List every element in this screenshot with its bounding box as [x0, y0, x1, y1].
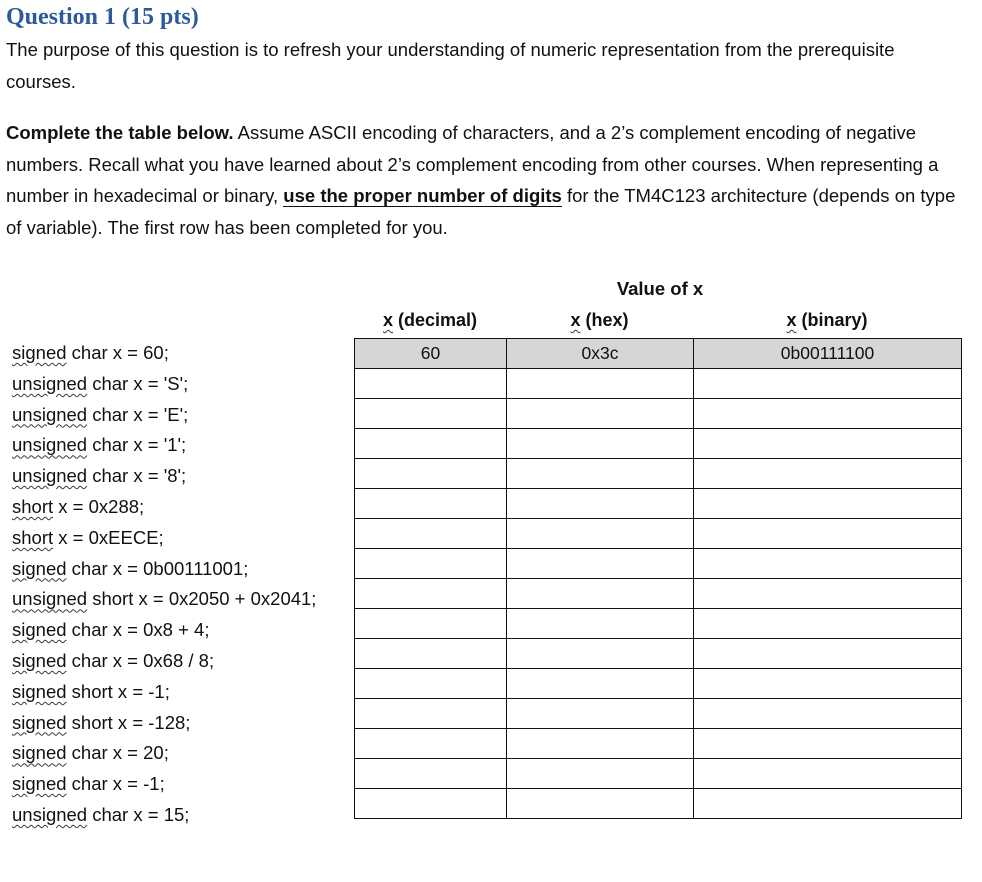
table-row [355, 699, 962, 729]
value-of-x-header: Value of x [616, 278, 704, 299]
column-header-label: (decimal) [392, 310, 478, 330]
statement-code: short x = -1; [66, 680, 170, 702]
statement-code: char x = -1; [66, 773, 165, 795]
table-row [355, 489, 962, 519]
table-row [355, 609, 962, 639]
cell-decimal[interactable] [355, 669, 507, 699]
cell-hex[interactable] [507, 789, 694, 819]
statement-13 [12, 708, 352, 739]
statement-code: char x = 15; [87, 803, 190, 825]
statement-7 [12, 523, 352, 554]
cell-hex[interactable] [507, 639, 694, 669]
table-row [355, 369, 962, 399]
instructions-emphasis: use the proper number of digits [283, 185, 562, 206]
statement-code: char x = 'S'; [87, 372, 189, 394]
table-row [355, 429, 962, 459]
cell-hex[interactable] [507, 699, 694, 729]
table-row [355, 729, 962, 759]
cell-decimal[interactable] [355, 759, 507, 789]
cell-hex[interactable] [507, 549, 694, 579]
cell-binary[interactable] [694, 699, 962, 729]
statement-type: signed [12, 680, 67, 702]
statement-code: short x = 0x2050 + 0x2041; [87, 588, 317, 610]
statement-4 [12, 430, 352, 461]
answer-table [354, 338, 962, 819]
column-header-binary [693, 308, 961, 332]
cell-hex[interactable] [507, 459, 694, 489]
statement-type: signed [12, 557, 67, 579]
table-row [355, 759, 962, 789]
cell-binary[interactable] [694, 459, 962, 489]
cell-decimal[interactable] [355, 459, 507, 489]
cell-binary[interactable] [694, 609, 962, 639]
cell-binary[interactable] [694, 759, 962, 789]
statement-code: char x = '8'; [87, 465, 187, 487]
statement-type: signed [12, 619, 67, 641]
statement-code: char x = 20; [66, 742, 169, 764]
cell-hex[interactable] [507, 519, 694, 549]
cell-hex[interactable] [507, 729, 694, 759]
statement-type: signed [12, 773, 67, 795]
cell-decimal[interactable] [355, 729, 507, 759]
cell-binary: 0b00111100 [694, 339, 962, 369]
statement-14 [12, 738, 352, 769]
statement-1 [12, 338, 352, 369]
cell-binary[interactable] [694, 729, 962, 759]
cell-hex[interactable] [507, 579, 694, 609]
cell-decimal[interactable] [355, 429, 507, 459]
cell-binary[interactable] [694, 669, 962, 699]
table-row [355, 669, 962, 699]
table-row [355, 549, 962, 579]
instructions-text-1: Assume ASCII encoding of characters, and a 2’s complement encoding of negative numbers. Recall what you have learned about 2’s complement encoding from other courses. When representing a number in hexadecimal or binary, [6, 122, 939, 206]
statement-code: x = 0xEECE; [53, 526, 164, 548]
statement-3 [12, 400, 352, 431]
statement-type: short [12, 495, 54, 517]
table-row [355, 789, 962, 819]
statement-type: unsigned [12, 803, 88, 825]
statement-code: char x = 0x68 / 8; [66, 649, 215, 671]
statement-code: char x = 0b00111001; [66, 557, 249, 579]
cell-decimal[interactable] [355, 639, 507, 669]
cell-decimal[interactable] [355, 489, 507, 519]
instructions-lead: Complete the table below. [6, 122, 234, 143]
cell-binary[interactable] [694, 399, 962, 429]
statement-16 [12, 800, 352, 831]
statement-6 [12, 492, 352, 523]
column-header-label: (binary) [796, 310, 868, 330]
statement-type: signed [12, 742, 67, 764]
statement-code: char x = '1'; [87, 434, 187, 456]
statement-12 [12, 677, 352, 708]
cell-decimal[interactable] [355, 549, 507, 579]
table-row [355, 639, 962, 669]
statement-9 [12, 584, 352, 615]
column-header-decimal [354, 308, 506, 332]
table-row [355, 399, 962, 429]
cell-hex[interactable] [507, 669, 694, 699]
statement-10 [12, 615, 352, 646]
column-header-label: (hex) [580, 310, 629, 330]
cell-binary[interactable] [694, 429, 962, 459]
column-header-var: x [382, 310, 393, 330]
statement-type: unsigned [12, 434, 88, 456]
table-row [355, 519, 962, 549]
cell-hex[interactable] [507, 609, 694, 639]
table-row [355, 339, 962, 369]
cell-hex: 0x3c [507, 339, 694, 369]
cell-hex[interactable] [507, 489, 694, 519]
statement-8 [12, 554, 352, 585]
statement-type: unsigned [12, 403, 88, 425]
cell-decimal[interactable] [355, 369, 507, 399]
instructions-paragraph [6, 117, 956, 243]
cell-decimal[interactable] [355, 789, 507, 819]
column-header-var: x [786, 310, 797, 330]
statement-type: short [12, 526, 54, 548]
table-row [355, 459, 962, 489]
statement-15 [12, 769, 352, 800]
cell-hex[interactable] [507, 369, 694, 399]
statement-code: char x = 0x8 + 4; [66, 619, 210, 641]
cell-hex[interactable] [507, 399, 694, 429]
column-header-var: x [570, 310, 581, 330]
statement-type: signed [12, 342, 67, 363]
statement-type: signed [12, 711, 67, 733]
statement-list [12, 338, 352, 831]
statement-11 [12, 646, 352, 677]
intro-paragraph: The purpose of this question is to refresh your understanding of numeric representation from the prerequisite courses. [6, 39, 895, 92]
statement-2 [12, 369, 352, 400]
cell-binary[interactable] [694, 369, 962, 399]
statement-type: signed [12, 649, 67, 671]
cell-binary[interactable] [694, 789, 962, 819]
instructions-text-2: for the TM4C123 architecture (depends on type of variable). The first row has been completed for you. [6, 185, 956, 238]
cell-decimal[interactable] [355, 399, 507, 429]
statement-code: x = 0x288; [53, 495, 145, 517]
cell-binary[interactable] [694, 519, 962, 549]
cell-binary[interactable] [694, 489, 962, 519]
cell-decimal: 60 [355, 339, 507, 369]
cell-decimal[interactable] [355, 519, 507, 549]
statement-code: short x = -128; [66, 711, 191, 733]
column-header-hex [506, 308, 693, 332]
cell-binary[interactable] [694, 579, 962, 609]
statement-type: unsigned [12, 588, 88, 610]
cell-decimal[interactable] [355, 609, 507, 639]
cell-hex[interactable] [507, 759, 694, 789]
cell-binary[interactable] [694, 549, 962, 579]
cell-decimal[interactable] [355, 699, 507, 729]
cell-decimal[interactable] [355, 579, 507, 609]
statement-type: unsigned [12, 372, 88, 394]
statement-code: char x = 'E'; [87, 403, 189, 425]
question-title: Question 1 (15 pts) [6, 4, 199, 30]
table-row [355, 579, 962, 609]
cell-hex[interactable] [507, 429, 694, 459]
statement-type: unsigned [12, 465, 88, 487]
cell-binary[interactable] [694, 639, 962, 669]
statement-5 [12, 461, 352, 492]
statement-code: char x = 60; [66, 342, 169, 363]
